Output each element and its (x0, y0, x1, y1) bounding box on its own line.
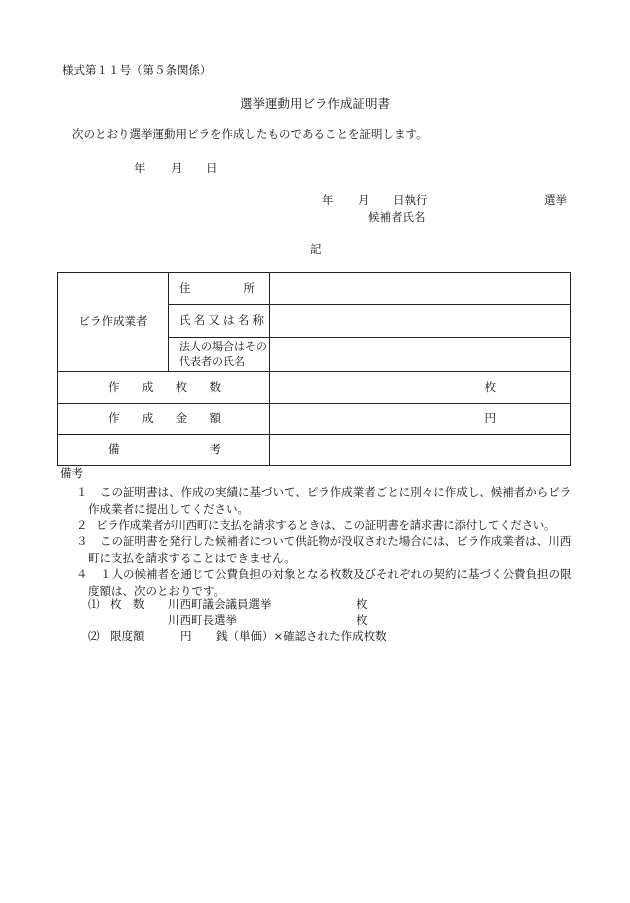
election-month-label: 月 (358, 193, 370, 207)
sub1-label: 枚 数 (110, 597, 145, 611)
note-2 (62, 517, 574, 534)
address-label-b: 所 (243, 280, 255, 295)
ki-label: 記 (310, 242, 322, 256)
date-month-label: 月 (171, 161, 183, 175)
election-label: 選挙 (544, 193, 567, 207)
count-label-char: 数 (209, 379, 221, 394)
note-4-text: １人の候補者を通じて公費負担の対象となる枚数及びそれぞれの契約に基づく公費負担の限度額は、次のとおりです。 (88, 567, 572, 598)
intro-statement: 次のとおり選挙運動用ビラを作成したものであることを証明します。 (72, 127, 428, 141)
sub2-number: ⑵ (88, 629, 100, 643)
remarks-label-a: 備 (108, 442, 120, 457)
sub2-yen-label: 円 (180, 629, 192, 643)
address-label-a: 住 (179, 280, 191, 295)
sub1-number: ⑴ (88, 597, 100, 611)
remarks-label-b: 考 (209, 442, 221, 457)
representative-label-line1: 法人の場合はその (179, 340, 267, 354)
representative-label-line2: 代表者の氏名 (179, 354, 245, 368)
amount-unit: 円 (484, 411, 496, 426)
sub1-council-unit: 枚 (356, 597, 368, 611)
amount-label-char: 作 (108, 411, 120, 426)
remarks-label-cell (58, 435, 270, 466)
document-title: 選挙運動用ビラ作成証明書 (239, 96, 390, 111)
name-field[interactable] (270, 305, 571, 338)
notes-heading: 備考 (60, 466, 83, 480)
note-2-text: ビラ作成業者が川西町に支払を請求するときは、この証明書を請求書に添付してください。 (96, 518, 556, 532)
address-label-cell (169, 273, 270, 305)
sub2-label: 限度額 (110, 629, 145, 643)
count-label-cell (58, 372, 270, 404)
flyer-maker-group-label: ビラ作成業者 (58, 273, 169, 372)
count-unit: 枚 (484, 379, 496, 394)
note-1 (62, 484, 574, 517)
count-field[interactable] (270, 372, 571, 404)
note-2-number: ２ (76, 518, 88, 532)
sub1-mayor-unit: 枚 (356, 613, 368, 627)
sub2-formula: 銭（単価）×確認された作成枚数 (216, 629, 387, 643)
sub1-council-election: 川西町議会議員選挙 (168, 597, 272, 611)
note-1-text: この証明書は、作成の実績に基づいて、ビラ作成業者ごとに別々に作成し、候補者からビラ作成業者に提出してください。 (88, 485, 572, 516)
candidate-name-label: 候補者氏名 (368, 210, 426, 224)
address-field[interactable] (270, 273, 571, 305)
note-3-number: ３ (76, 534, 88, 548)
count-label-char: 枚 (175, 379, 188, 394)
sub1-mayor-election: 川西町長選挙 (168, 613, 237, 627)
date-day-label: 日 (206, 161, 218, 175)
note-4-number: ４ (76, 567, 88, 581)
election-year-label: 年 (322, 193, 334, 207)
amount-label-char: 成 (141, 411, 154, 426)
certificate-table (57, 272, 571, 466)
amount-label-char: 額 (209, 411, 221, 426)
form-number: 様式第１１号（第５条関係） (62, 63, 212, 77)
name-label: 氏名又は名称 (169, 305, 270, 338)
note-3-text: この証明書を発行した候補者について供託物が没収された場合には、ビラ作成業者は、川西町に支払を請求することはできません。 (88, 534, 572, 565)
representative-label (169, 338, 270, 372)
note-3 (62, 533, 574, 566)
remarks-field[interactable] (270, 435, 571, 466)
election-day-exec-label: 日執行 (393, 193, 428, 207)
note-4 (62, 566, 574, 599)
date-year-label: 年 (134, 161, 146, 175)
count-label-char: 作 (108, 379, 120, 394)
amount-label-char: 金 (175, 411, 188, 426)
count-label-char: 成 (141, 379, 154, 394)
note-1-number: １ (76, 485, 88, 499)
representative-field[interactable] (270, 338, 571, 372)
amount-field[interactable] (270, 404, 571, 435)
amount-label-cell (58, 404, 270, 435)
